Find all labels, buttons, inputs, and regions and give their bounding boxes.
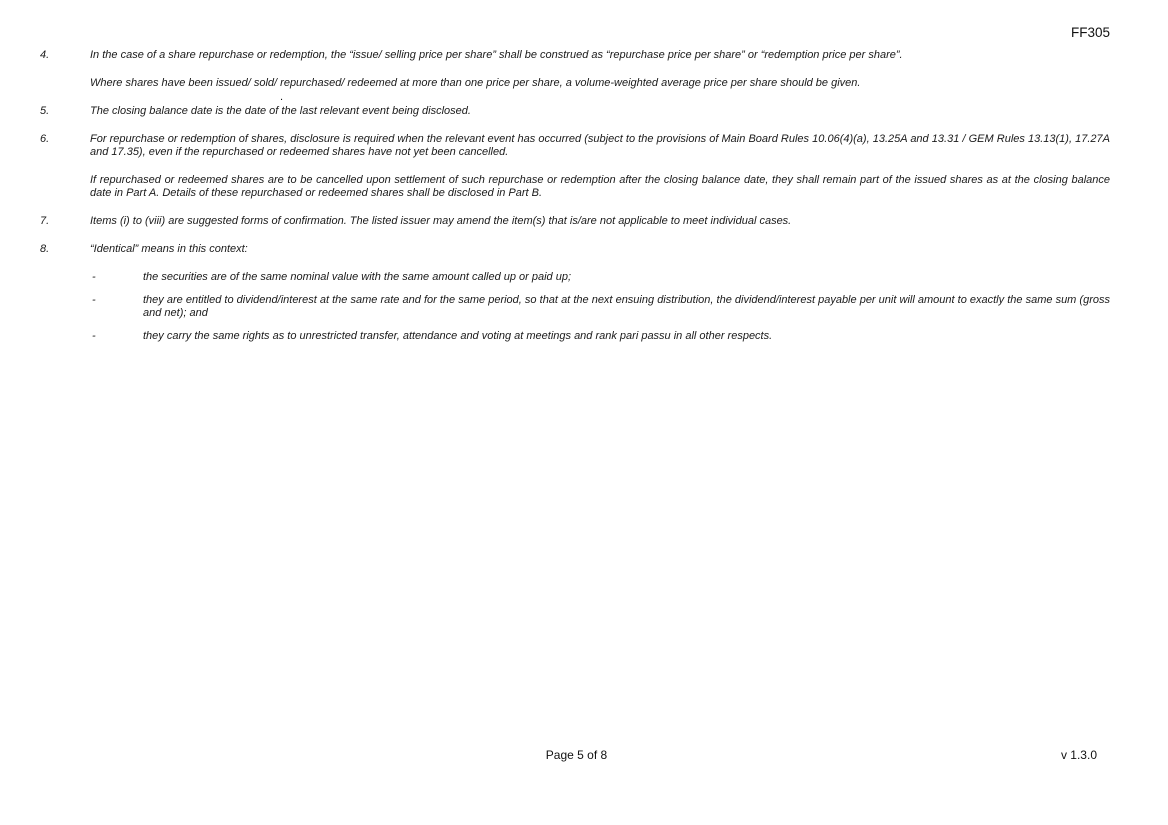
note-7 [40,215,1110,243]
stray-period-mark: . [280,91,284,103]
note-paragraph: “Identical” means in this context: [90,243,248,255]
dash-marker: - [92,330,96,342]
note-paragraph: The closing balance date is the date of the last relevant event being disclosed. [90,105,471,117]
sub-item [90,330,1110,343]
note-number: 8. [40,243,50,255]
note-paragraph: For repurchase or redemption of shares, disclosure is required when the relevant event has occurred (subject to the provisions of Main Board Rules 10.06(4)(a), 13.25A and 13.31 / GEM Rules 13.13(1), 17.27A and 17.35), even if the repurchased or redeemed shares have not yet been cancelled. [90,133,1110,158]
note-6 [40,133,1110,215]
note-number: 5. [40,105,50,117]
note-paragraph: In the case of a share repurchase or redemption, the “issue/ selling price per share” shall be construed as “repurchase price per share” or “redemption price per share”. [90,49,903,61]
sub-item-text: they carry the same rights as to unrestricted transfer, attendance and voting at meetings and rank pari passu in all other respects. [143,330,773,342]
dash-marker: - [92,271,96,283]
sub-item-text: the securities are of the same nominal value with the same amount called up or paid up; [143,271,572,283]
note-paragraph: Items (i) to (viii) are suggested forms of confirmation. The listed issuer may amend the item(s) that is/are not applicable to meet individual cases. [90,215,792,227]
note-8 [40,243,1110,353]
sub-item [90,294,1110,320]
note-number: 7. [40,215,50,227]
note-body [90,215,1110,243]
note-body [90,243,1110,353]
notes-section [40,49,1110,353]
sub-item-text: they are entitled to dividend/interest at the same rate and for the same period, so that at the next ensuing distribution, the dividend/interest payable per unit will amount to exactly the same sum (gross and net); and [143,294,1110,319]
version-label: v 1.3.0 [1060,748,1097,762]
note-paragraph: If repurchased or redeemed shares are to be cancelled upon settlement of such repurchase or redemption after the closing balance date, they shall remain part of the issued shares as at the closing balance date in Part A. Details of these repurchased or redeemed shares shall be disclosed in Part B. [90,174,1110,199]
note-body [90,49,1110,105]
sub-item [90,271,1110,284]
form-code: FF305 [1070,25,1110,40]
note-body [90,133,1110,215]
note-number: 4. [40,49,50,61]
page-number-label: Page 5 of 8 [545,748,608,762]
note-5 [40,105,1110,133]
note-4 [40,49,1110,105]
note-body [90,105,1110,133]
dash-marker: - [92,294,96,306]
note-paragraph: Where shares have been issued/ sold/ repurchased/ redeemed at more than one price per share, a volume-weighted average price per share should be given. [90,77,861,89]
note-number: 6. [40,133,50,145]
note-sub-items [90,271,1110,343]
